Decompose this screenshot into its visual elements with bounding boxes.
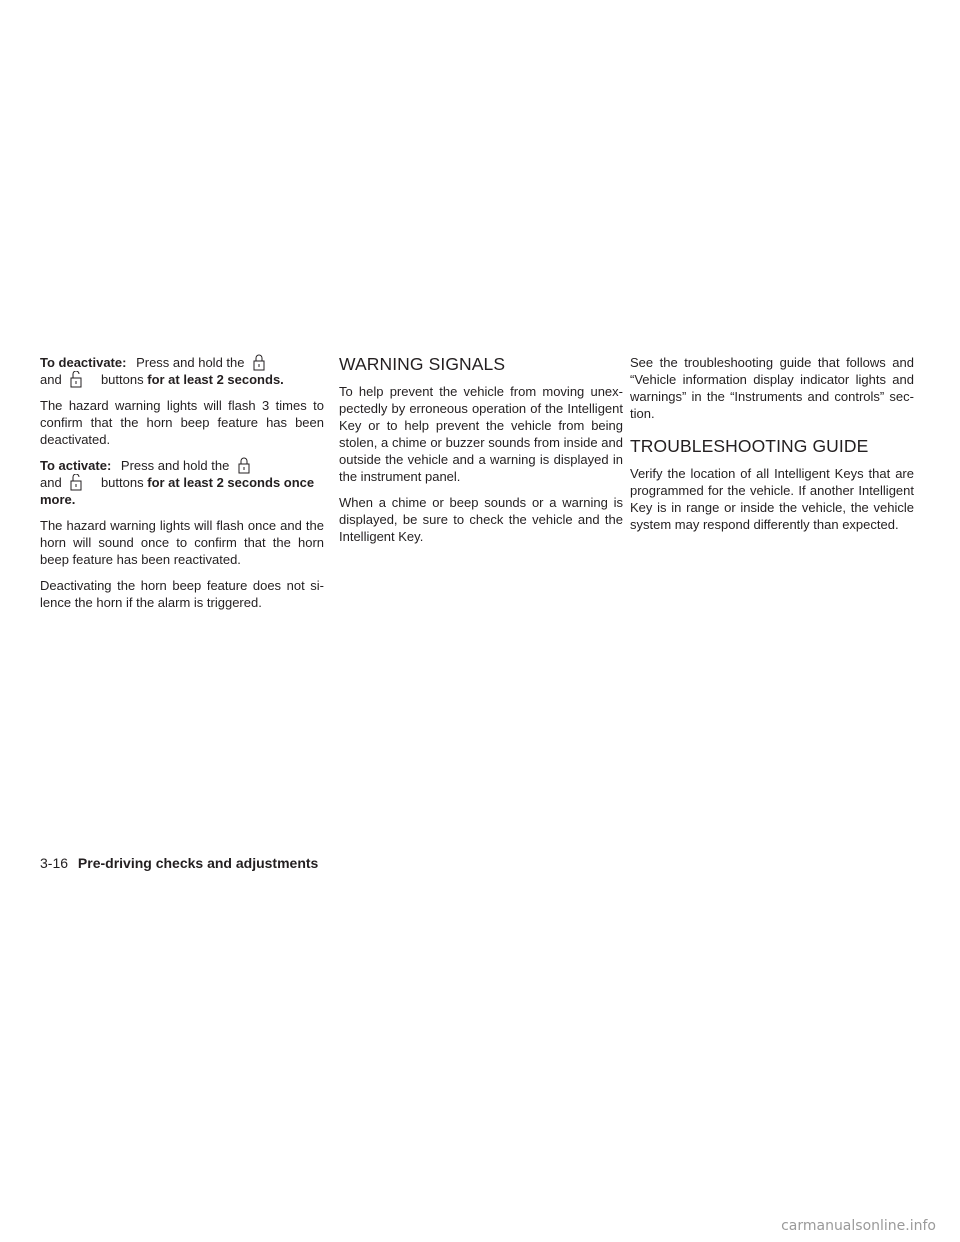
unlock-button-icon bbox=[65, 371, 87, 387]
activate-duration: for at least 2 seconds once more. bbox=[40, 475, 315, 507]
and-text: and bbox=[40, 372, 62, 387]
warning-signals-heading: WARNING SIGNALS bbox=[339, 354, 506, 374]
lock-button-icon bbox=[248, 354, 270, 370]
warning-signals-paragraph: To help prevent the vehicle from moving unex- pectedly by erroneous operation of the Intelligent Key or to help prevent the vehicle from being stolen, a chime or buzzer sounds from inside and outside the vehicle and a warning is displayed in the instrument panel. bbox=[339, 384, 623, 484]
deactivate-label: To deactivate: bbox=[40, 355, 127, 370]
activate-label: To activate: bbox=[40, 458, 112, 473]
activate-confirm-paragraph: The hazard warning lights will flash once and the horn will sound once to confirm that the horn beep feature has been reactivated. bbox=[40, 518, 324, 567]
and-text: and bbox=[40, 475, 62, 490]
chapter-title: Pre-driving checks and adjustments bbox=[77, 855, 319, 871]
page-number: 3-16 bbox=[40, 855, 69, 871]
lock-button-icon bbox=[233, 457, 255, 473]
deactivate-text: Press and hold the bbox=[136, 355, 245, 370]
deactivate-duration: for at least 2 seconds. bbox=[147, 372, 284, 387]
deactivate-confirm-paragraph: The hazard warning lights will flash 3 times to confirm that the horn beep feature has been deactivated. bbox=[40, 398, 324, 447]
page-footer bbox=[40, 854, 318, 872]
middle-column bbox=[339, 354, 623, 554]
buttons-text: buttons bbox=[100, 475, 144, 490]
troubleshooting-guide-heading: TROUBLESHOOTING GUIDE bbox=[630, 436, 869, 456]
activate-text: Press and hold the bbox=[120, 458, 230, 473]
left-column bbox=[40, 354, 324, 620]
warning-check-paragraph: When a chime or beep sounds or a warning is displayed, be sure to check the vehicle and the Intelligent Key. bbox=[339, 495, 623, 544]
alarm-note-paragraph: Deactivating the horn beep feature does not si- lence the horn if the alarm is triggered. bbox=[40, 578, 324, 610]
buttons-text: buttons bbox=[100, 372, 144, 387]
right-column bbox=[630, 354, 914, 542]
troubleshooting-reference-paragraph: See the troubleshooting guide that follows and “Vehicle information display indicator lights and warnings” in the “Instruments and controls” sec- tion. bbox=[630, 355, 914, 421]
troubleshooting-guide-paragraph: Verify the location of all Intelligent Keys that are programmed for the vehicle. If another Intelligent Key is in range or inside the vehicle, the vehicle system may respond differently than expected. bbox=[630, 466, 914, 532]
unlock-button-icon bbox=[65, 474, 87, 490]
activate-instruction bbox=[40, 457, 324, 508]
watermark: carmanualsonline.info bbox=[781, 1218, 936, 1234]
deactivate-instruction bbox=[40, 354, 324, 388]
